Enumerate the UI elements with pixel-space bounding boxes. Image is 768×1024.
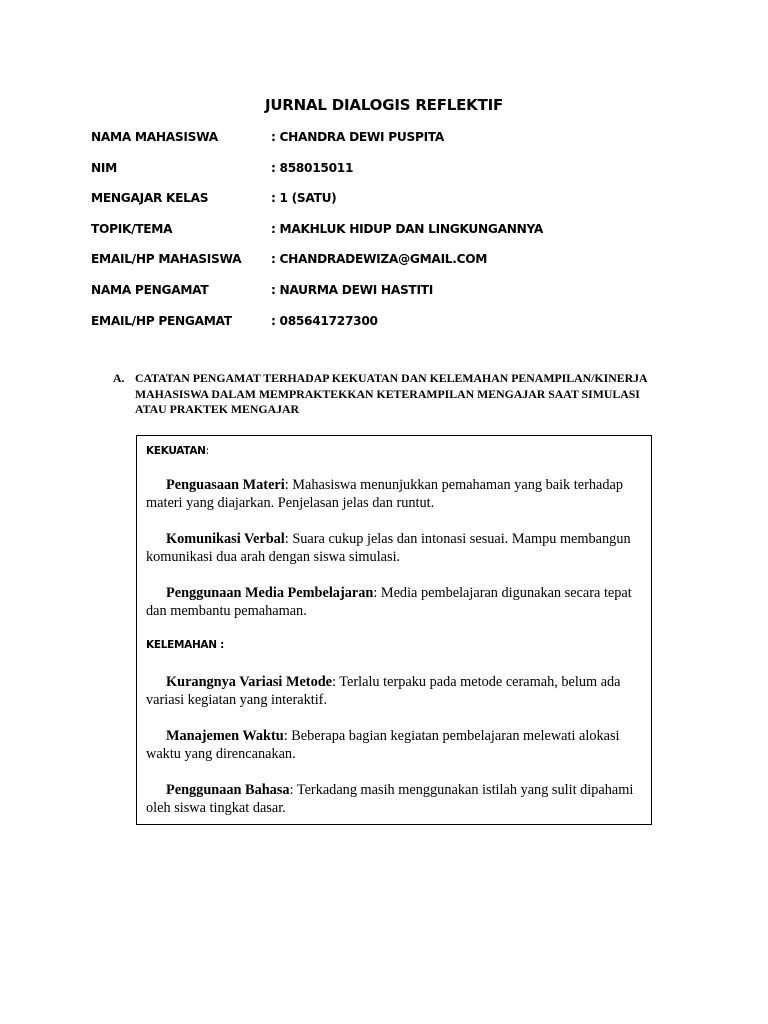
- identity-label: EMAIL/HP MAHASISWA: [91, 252, 242, 267]
- identity-value: : MAKHLUK HIDUP DAN LINGKUNGANNYA: [271, 221, 544, 236]
- strength-term: Penggunaan Media Pembelajaran: [166, 585, 374, 601]
- identity-row-observer-name: [91, 283, 651, 314]
- strength-item: [146, 584, 642, 620]
- section-marker: A.: [113, 371, 125, 385]
- identity-label: NAMA MAHASISWA: [91, 130, 218, 144]
- strengths-heading: [146, 444, 642, 459]
- identity-value: : 1 (SATU): [271, 191, 337, 206]
- strength-item: [146, 530, 642, 566]
- weakness-item: [146, 727, 642, 763]
- weaknesses-heading: KELEMAHAN :: [146, 639, 225, 651]
- observation-box: [136, 435, 652, 825]
- strengths-heading-label: KEKUATAN: [146, 445, 206, 457]
- identity-label: MENGAJAR KELAS: [91, 191, 209, 206]
- identity-row-observer-email: [91, 314, 651, 345]
- identity-value: : 085641727300: [271, 313, 378, 328]
- strength-text: : Media pembelajaran digunakan secara tepat dan membantu pemahaman.: [146, 585, 632, 619]
- document-title: JURNAL DIALOGIS REFLEKTIF: [264, 96, 504, 114]
- strength-text: : Suara cukup jelas dan intonasi sesuai. Mampu membangun komunikasi dua arah dengan siswa simulasi.: [146, 531, 631, 565]
- identity-row-nim: [91, 161, 651, 192]
- strength-term: Komunikasi Verbal: [166, 531, 285, 547]
- identity-row-topic: [91, 222, 651, 253]
- identity-row-student-email: [91, 252, 651, 283]
- identity-row-student-name: [91, 130, 651, 161]
- strength-item: [146, 476, 642, 512]
- weakness-term: Kurangnya Variasi Metode: [166, 674, 333, 690]
- strength-text: : Mahasiswa menunjukkan pemahaman yang baik terhadap materi yang diajarkan. Penjelasan jelas dan runtut.: [146, 477, 623, 511]
- identity-label: EMAIL/HP PENGAMAT: [91, 313, 232, 328]
- identity-label: NIM: [91, 160, 117, 175]
- weakness-text: : Terlalu terpaku pada metode ceramah, belum ada variasi kegiatan yang interaktif.: [146, 674, 621, 708]
- identity-label: NAMA PENGAMAT: [91, 282, 209, 297]
- weakness-text: : Terkadang masih menggunakan istilah yang sulit dipahami oleh siswa tingkat dasar.: [146, 782, 634, 816]
- identity-table: [91, 130, 651, 344]
- strength-term: Penguasaan Materi: [166, 477, 285, 493]
- weakness-item: [146, 781, 642, 817]
- identity-value: : CHANDRA DEWI PUSPITA: [271, 130, 445, 144]
- strengths-heading-colon: :: [205, 445, 209, 457]
- weakness-text: : Beberapa bagian kegiatan pembelajaran melewati alokasi waktu yang direncanakan.: [146, 728, 620, 762]
- weakness-term: Manajemen Waktu: [166, 728, 284, 744]
- identity-value: : 858015011: [271, 160, 354, 175]
- identity-label: TOPIK/TEMA: [91, 221, 173, 236]
- identity-value: : NAURMA DEWI HASTITI: [271, 282, 433, 297]
- identity-row-class: [91, 191, 651, 222]
- section-a-heading: [113, 371, 658, 418]
- weakness-item: [146, 673, 642, 709]
- identity-value: : CHANDRADEWIZA@GMAIL.COM: [271, 252, 488, 267]
- weakness-term: Penggunaan Bahasa: [166, 782, 290, 798]
- section-heading-text: CATATAN PENGAMAT TERHADAP KEKUATAN DAN KELEMAHAN PENAMPILAN/KINERJA MAHASISWA DALAM MEMPRAKTEKKAN KETERAMPILAN MENGAJAR SAAT SIMULASI ATAU PRAKTEK MENGAJAR: [135, 371, 647, 417]
